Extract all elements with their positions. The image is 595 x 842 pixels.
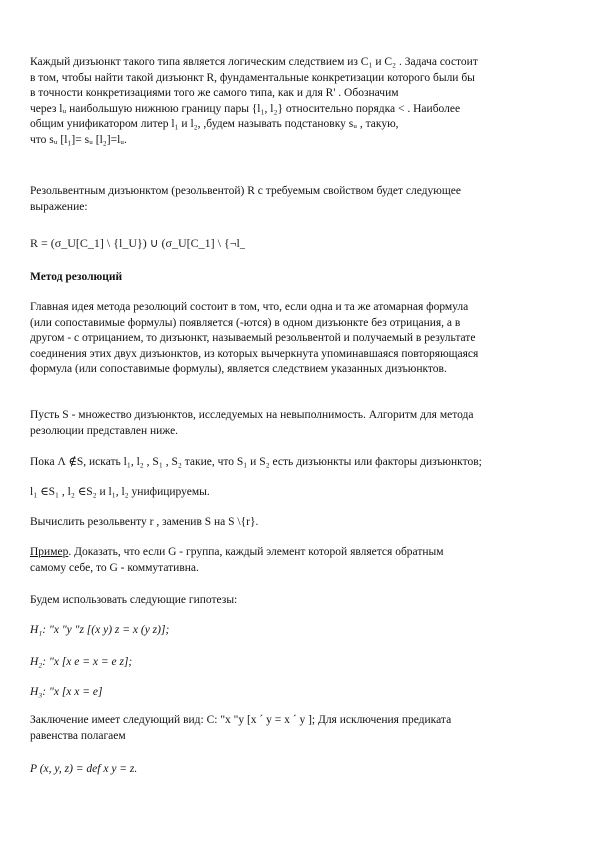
section-heading: Метод резолюций bbox=[30, 271, 123, 283]
algorithm-step-search: Пока Λ ∉S, искать l₁, l₂ , S₁ , S₂ такие, что S₁ и S₂ есть дизъюнкты или факторы дизъюнктов; bbox=[30, 456, 482, 468]
paragraph-main-idea: Главная идея метода резолюций состоит в том, что, если одна и та же атомарная формула (или сопоставимые формулы) появляется (-ются) в одном дизъюнкте без отрицания, а в другом - с отрицанием, то дизъюнкт, называемый резольвентой и получаемый в результате соединения этих двух дизъюнктов, из которых вычеркнута упоминавшаяся повторяющаяся формула (или сопоставимые формулы), является следствием указанных дизъюнктов. bbox=[30, 301, 479, 375]
formula-text: R = (σ_U[C_1] \ {l_U}) ∪ (σ_U[C_1] \ {¬l_U}). bbox=[30, 236, 245, 250]
predicate-definition: P (x, y, z) = def x y = z. bbox=[30, 763, 138, 775]
algorithm-step-compute: Вычислить резольвенту r , заменив S на S \{r}. bbox=[30, 516, 259, 528]
paragraph-resolvent-definition: Каждый дизъюнкт такого типа является логическим следствием из C₁ и C₂ . Задача состоит в том, чтобы найти такой дизъюнкт R, фундаментальные конкретизации которого были бы в точности конкретизациями того же самого типа, как и для R' . Обозначим через lᵤ наибольшую нижнюю границу пары {l₁, l₂} относительно порядка < . Наиболее общим унификатором литер l₁ и l₂, ,будем называть подстановку sᵤ , такую, что sᵤ [l₁]= sᵤ [l₂]=lᵤ. bbox=[30, 56, 478, 146]
paragraph-algorithm-intro: Пусть S - множество дизъюнктов, исследуемых на невыполнимость. Алгоритм для метода резолюции представлен ниже. bbox=[30, 409, 474, 437]
hypothesis-h3: H₃: "x [x x = e] bbox=[30, 686, 103, 698]
algorithm-condition: l₁ ∈S₁ , l₂ ∈S₂ и l₁, l₂ унифицируемы. bbox=[30, 486, 210, 498]
example-label: Пример bbox=[30, 546, 69, 558]
formula-graphic bbox=[30, 232, 245, 254]
paragraph-example: Пример. Доказать, что если G - группа, каждый элемент которой является обратным самому себе, то G - коммутативна. bbox=[30, 546, 444, 574]
hypothesis-h1: H₁: "x "y "z [(x y) z = x (y z)]; bbox=[30, 624, 170, 636]
resolvent-formula-image bbox=[30, 232, 245, 259]
paragraph-conclusion: Заключение имеет следующий вид: С: "x "y [x ´ y = x ´ y ]; Для исключения предиката равенства полагаем bbox=[30, 714, 452, 742]
paragraph-hypotheses-intro: Будем использовать следующие гипотезы: bbox=[30, 594, 238, 606]
paragraph-resolvent-expression: Резольвентным дизъюнктом (резольвентой) R с требуемым свойством будет следующее выражение: bbox=[30, 185, 461, 213]
hypothesis-h2: H₂: "x [x e = x = e z]; bbox=[30, 656, 133, 668]
